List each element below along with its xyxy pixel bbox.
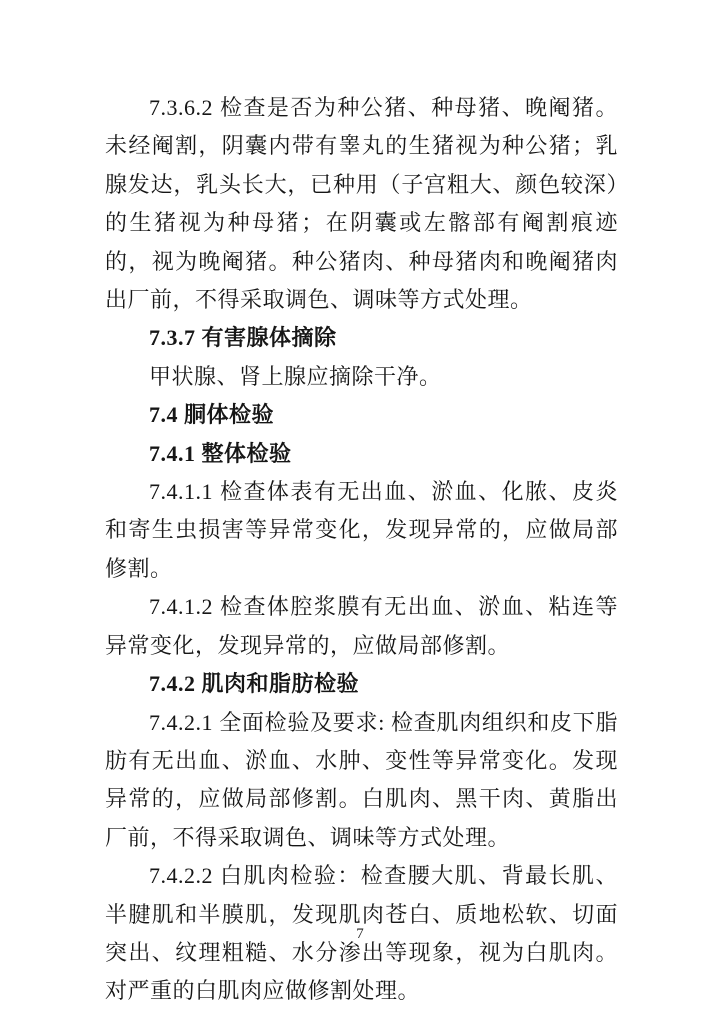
clause-7-4-1-2: 7.4.1.2 检查体腔浆膜有无出血、淤血、粘连等异常变化，发现异常的，应做局部修割。 [105,594,618,658]
page-number: 7 [356,926,364,942]
clause-7-4-2-1: 7.4.2.1 全面检验及要求: 检查肌肉组织和皮下脂肪有无出血、淤血、水肿、变性等异常变化。发现异常的，应做局部修割。白肌肉、黑干肉、黄脂出厂前，不得采取调色、调味等方式处理。 [105,709,618,850]
document-body [105,89,618,1011]
heading-7-4-1: 7.4.1 整体检验 [149,440,292,466]
clause-7-4-2-2: 7.4.2.2 白肌肉检验：检查腰大肌、背最长肌、半腱肌和半膜肌，发现肌肉苍白、质地松软、切面突出、纹理粗糙、水分渗出等现象，视为白肌肉。对严重的白肌肉应做修割处理。 [105,863,618,1004]
heading-7-4: 7.4 胴体检验 [149,402,275,428]
clause-7-4-1-1: 7.4.1.1 检查体表有无出血、淤血、化脓、皮炎和寄生虫损害等异常变化，发现异常的，应做局部修割。 [105,479,618,581]
clause-7-3-6-2: 7.3.6.2 检查是否为种公猪、种母猪、晚阉猪。未经阉割，阴囊内带有睾丸的生猪视为种公猪；乳腺发达，乳头长大，已种用（子宫粗大、颜色较深）的生猪视为种母猪；在阴囊或左髂部有阉割痕迹的，视为晚阉猪。种公猪肉、种母猪肉和晚阉猪肉出厂前，不得采取调色、调味等方式处理。 [105,95,618,313]
heading-7-3-7: 7.3.7 有害腺体摘除 [149,325,337,351]
clause-7-3-7-body: 甲状腺、肾上腺应摘除干净。 [149,363,442,389]
heading-7-4-2: 7.4.2 肌肉和脂肪检验 [149,671,360,697]
